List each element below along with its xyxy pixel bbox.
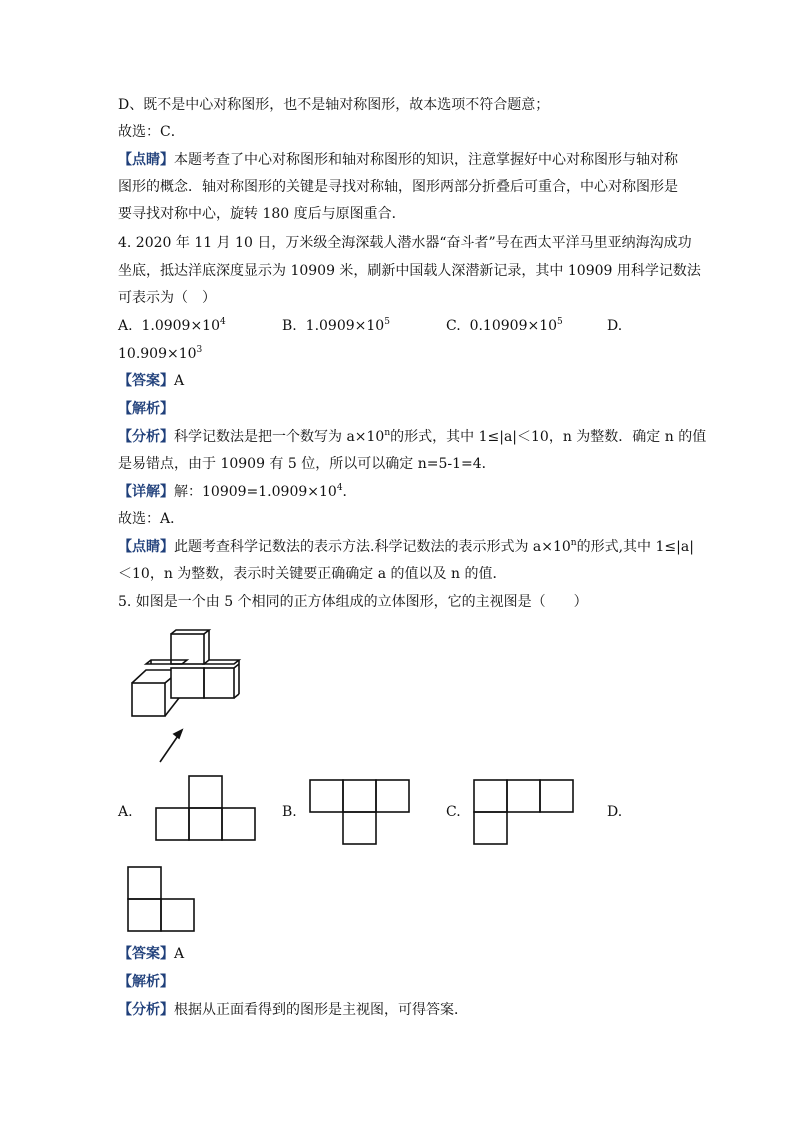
cube-front-right <box>204 664 239 698</box>
q4-option-d-label: D. <box>607 318 623 334</box>
q5-option-b-label: B. <box>282 804 297 820</box>
cube-top <box>171 630 209 664</box>
prev-tip-line-1: 【点睛】本题考查了中心对称图形和轴对称图形的知识，注意掌握好中心对称图形与轴对称 <box>118 152 678 168</box>
q5-analysis-label: 【解析】 <box>118 974 174 990</box>
q5-option-b-figure <box>309 779 413 845</box>
prev-choose-text: 故选：C． <box>118 124 185 140</box>
cube-front-left <box>132 670 171 716</box>
prev-tip-line-2: 图形的概念．轴对称图形的关键是寻找对称轴，图形两部分折叠后可重合，中心对称图形是 <box>118 179 678 195</box>
q4-option-d-value: $10.909\times 10^3$ <box>118 345 203 362</box>
q4-tip-line-2: ＜10，n 为整数，表示时关键要正确确定 a 的值以及 n 的值． <box>118 566 507 582</box>
q4-option-b: B. $1.0909\times 10^5$ <box>282 317 390 334</box>
q5-option-a-figure <box>155 775 259 841</box>
q4-fenxi-line-2: 是易错点，由于 10909 有 5 位，所以可以确定 n=5-1=4． <box>118 456 496 472</box>
q4-analysis-label: 【解析】 <box>118 401 174 417</box>
tip-label: 【点睛】 <box>118 152 174 168</box>
q4-tip-line-1: 【点睛】此题考查科学记数法的表示方法.科学记数法的表示形式为 $a\times 10^n$的形式,其中 1≤|a| <box>118 538 694 555</box>
q5-option-c-figure <box>473 779 577 845</box>
q5-cube-solid-figure <box>118 620 258 770</box>
q5-fenxi: 【分析】根据从正面看得到的图形是主视图，可得答案． <box>118 1002 468 1018</box>
q4-fenxi-line-1: 【分析】科学记数法是把一个数写为 $a\times 10^n$的形式，其中 1≤|a|＜10，n 为整数．确定 n 的值 <box>118 428 707 445</box>
q4-answer: 【答案】A <box>118 373 185 389</box>
q5-option-d-label: D. <box>607 804 623 820</box>
prev-tip-line-3: 要寻找对称中心，旋转 180 度后与原图重合． <box>118 206 406 222</box>
q4-option-a: A. $1.0909\times 10^4$ <box>118 317 226 334</box>
q4-detail: 【详解】解：$10909=1.0909\times 10^4$． <box>118 483 357 500</box>
q4-choose-text: 故选：A． <box>118 511 185 527</box>
q4-stem-line-1: 4. 2020 年 11 月 10 日，万米级全海深载人潜水器“奋斗者”号在西太平洋马里亚纳海沟成功 <box>118 235 692 251</box>
prev-option-d-text: D、既不是中心对称图形，也不是轴对称图形，故本选项不符合题意； <box>118 97 550 113</box>
q4-option-c: C. $0.10909\times 10^5$ <box>446 317 563 334</box>
q4-stem-line-2: 坐底，抵达洋底深度显示为 10909 米，刷新中国载人深潜新记录，其中 10909 用科学记数法 <box>118 263 701 279</box>
q4-stem-line-3: 可表示为（ ） <box>118 290 216 306</box>
q5-option-c-label: C. <box>446 804 461 820</box>
q5-stem-line-1: 5. 如图是一个由 5 个相同的正方体组成的立体图形，它的主视图是（ ） <box>118 594 588 610</box>
cube-front-middle <box>165 668 204 716</box>
q5-option-d-figure <box>127 866 197 932</box>
q5-answer: 【答案】A <box>118 946 185 962</box>
q5-option-a-label: A. <box>118 804 133 820</box>
viewing-arrow <box>160 730 182 762</box>
